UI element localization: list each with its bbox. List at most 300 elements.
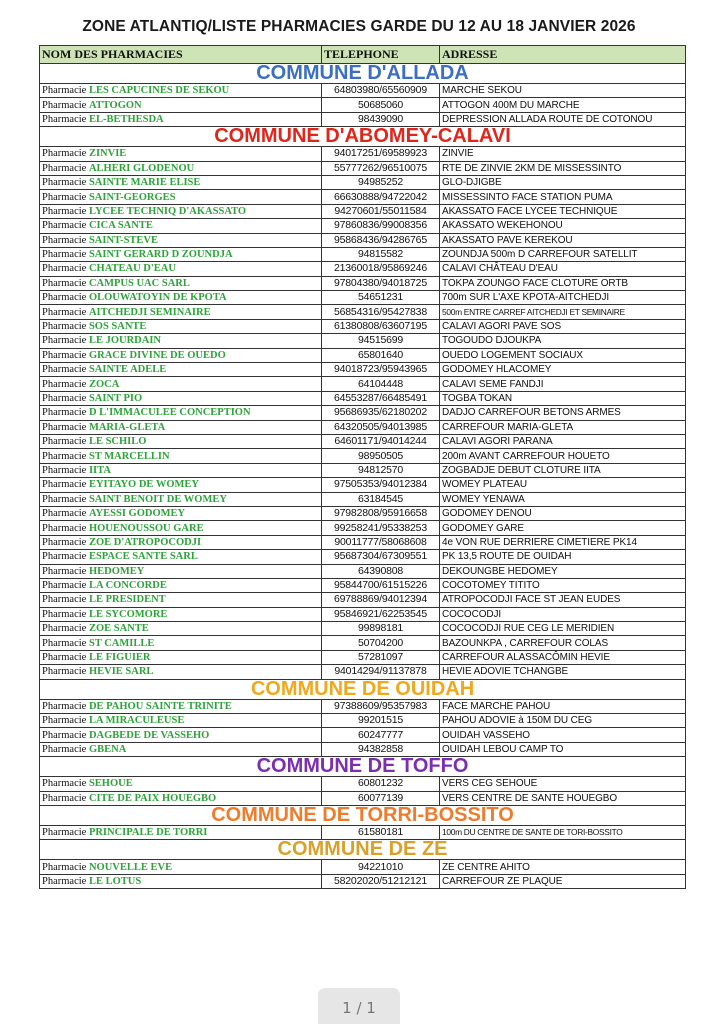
table-row — [40, 319, 686, 333]
commune-title: COMMUNE D'ABOMEY-CALAVI — [40, 127, 686, 147]
pharmacy-address: 200m AVANT CARREFOUR HOUETO — [440, 449, 686, 463]
pharmacy-address: HEVIE ADOVIE TCHANGBE — [440, 665, 686, 679]
pharmacy-name-cell — [40, 161, 322, 175]
pharmacy-address: CALAVI AGORI PARANA — [440, 434, 686, 448]
pharmacy-address: OUIDAH LEBOU CAMP TO — [440, 742, 686, 756]
table-row — [40, 84, 686, 98]
pharmacy-telephone: 94985252 — [322, 175, 440, 189]
pharmacy-telephone: 66630888/94722042 — [322, 190, 440, 204]
pharmacy-address: CARREFOUR MARIA-GLETA — [440, 420, 686, 434]
pharmacy-name-cell — [40, 449, 322, 463]
pharmacy-name: ZOCA — [88, 378, 120, 390]
pharmacy-table — [39, 45, 686, 889]
pharmacy-name-cell — [40, 319, 322, 333]
pharmacy-name: GBENA — [88, 743, 127, 755]
pharmacy-name: EYITAYO DE WOMEY — [88, 479, 200, 491]
pharmacy-telephone: 98950505 — [322, 449, 440, 463]
pharmacy-address: FACE MARCHE PAHOU — [440, 699, 686, 713]
column-header-name: NOM DES PHARMACIES — [40, 46, 322, 64]
pharmacy-name-cell — [40, 825, 322, 839]
pharmacy-prefix: Pharmacie — [42, 608, 87, 620]
pharmacy-prefix: Pharmacie — [42, 249, 87, 261]
pharmacy-name: SAINT-GEORGES — [88, 191, 176, 203]
pharmacy-name-cell — [40, 348, 322, 362]
pharmacy-name-cell — [40, 112, 322, 126]
pharmacy-address: ATROPOCODJI FACE ST JEAN EUDES — [440, 593, 686, 607]
pharmacy-prefix: Pharmacie — [42, 436, 87, 448]
pharmacy-address: VERS CEG SEHOUE — [440, 777, 686, 791]
pharmacy-address: RTE DE ZINVIE 2KM DE MISSESSINTO — [440, 161, 686, 175]
pharmacy-prefix: Pharmacie — [42, 743, 87, 755]
pharmacy-address: ZINVIE — [440, 147, 686, 161]
pharmacy-name-cell — [40, 276, 322, 290]
table-row — [40, 492, 686, 506]
pharmacy-name: LA MIRACULEUSE — [88, 715, 185, 727]
table-row — [40, 98, 686, 112]
pharmacy-name-cell — [40, 478, 322, 492]
pharmacy-telephone: 56854316/95427838 — [322, 305, 440, 319]
pharmacy-name: SAINTE ADELE — [88, 364, 167, 376]
table-row — [40, 728, 686, 742]
pharmacy-prefix: Pharmacie — [42, 565, 87, 577]
pharmacy-address: VERS CENTRE DE SANTE HOUEGBO — [440, 791, 686, 805]
table-row — [40, 791, 686, 805]
pharmacy-telephone: 69788869/94012394 — [322, 593, 440, 607]
pharmacy-name: ALHERI GLODENOU — [88, 162, 195, 174]
pharmacy-prefix: Pharmacie — [42, 407, 87, 419]
table-row — [40, 147, 686, 161]
pharmacy-name-cell — [40, 262, 322, 276]
pharmacy-telephone: 50685060 — [322, 98, 440, 112]
pharmacy-prefix: Pharmacie — [42, 536, 87, 548]
pharmacy-name-cell — [40, 204, 322, 218]
table-row — [40, 742, 686, 756]
table-row — [40, 348, 686, 362]
commune-header-row — [40, 840, 686, 860]
pharmacy-address: DEPRESSION ALLADA ROUTE DE COTONOU — [440, 112, 686, 126]
pharmacy-prefix: Pharmacie — [42, 349, 87, 361]
pharmacy-name-cell — [40, 175, 322, 189]
pharmacy-telephone: 95686935/62180202 — [322, 406, 440, 420]
pharmacy-address: MARCHE SEKOU — [440, 84, 686, 98]
pharmacy-name-cell — [40, 874, 322, 888]
pharmacy-name: CITE DE PAIX HOUEGBO — [88, 792, 217, 804]
pharmacy-name-cell — [40, 622, 322, 636]
commune-header-row — [40, 679, 686, 699]
pharmacy-prefix: Pharmacie — [42, 148, 87, 160]
pharmacy-prefix: Pharmacie — [42, 162, 87, 174]
pharmacy-address: WOMEY PLATEAU — [440, 478, 686, 492]
pharmacy-name: AITCHEDJI SEMINAIRE — [88, 306, 211, 318]
pharmacy-name-cell — [40, 714, 322, 728]
pharmacy-address: AKASSATO FACE LYCEE TECHNIQUE — [440, 204, 686, 218]
table-row — [40, 665, 686, 679]
pharmacy-address: WOMEY YENAWA — [440, 492, 686, 506]
pharmacy-name: SAINT-STEVE — [88, 234, 158, 246]
pharmacy-prefix: Pharmacie — [42, 637, 87, 649]
pharmacy-telephone: 95868436/94286765 — [322, 233, 440, 247]
table-row — [40, 874, 686, 888]
pharmacy-name-cell — [40, 742, 322, 756]
pharmacy-name-cell — [40, 247, 322, 261]
commune-title: COMMUNE DE OUIDAH — [40, 679, 686, 699]
table-row — [40, 391, 686, 405]
table-row — [40, 276, 686, 290]
pharmacy-address: CALAVI AGORI PAVE SOS — [440, 319, 686, 333]
pharmacy-address: TOGOUDO DJOUKPA — [440, 334, 686, 348]
pharmacy-telephone: 94382858 — [322, 742, 440, 756]
pharmacy-telephone: 99898181 — [322, 622, 440, 636]
pharmacy-name-cell — [40, 98, 322, 112]
pharmacy-address: GODOMEY GARE — [440, 521, 686, 535]
table-row — [40, 825, 686, 839]
pharmacy-address: 4e VON RUE DERRIERE CIMETIERE PK14 — [440, 535, 686, 549]
pharmacy-name: LE FIGUIER — [88, 652, 151, 664]
table-row — [40, 112, 686, 126]
table-row — [40, 478, 686, 492]
table-row — [40, 233, 686, 247]
pharmacy-name-cell — [40, 84, 322, 98]
page-indicator[interactable]: 1 / 1 — [318, 988, 400, 1024]
pharmacy-name: HEDOMEY — [88, 565, 145, 577]
pharmacy-prefix: Pharmacie — [42, 191, 87, 203]
pharmacy-name-cell — [40, 219, 322, 233]
pharmacy-name-cell — [40, 334, 322, 348]
pharmacy-prefix: Pharmacie — [42, 715, 87, 727]
pharmacy-address: MISSESSINTO FACE STATION PUMA — [440, 190, 686, 204]
pharmacy-address: BAZOUNKPA , CARREFOUR COLAS — [440, 636, 686, 650]
pharmacy-address: TOGBA TOKAN — [440, 391, 686, 405]
pharmacy-prefix: Pharmacie — [42, 263, 87, 275]
pharmacy-address: ZE CENTRE AHITO — [440, 860, 686, 874]
table-row — [40, 650, 686, 664]
pharmacy-prefix: Pharmacie — [42, 861, 87, 873]
commune-header-row — [40, 805, 686, 825]
pharmacy-address: GODOMEY HLACOMEY — [440, 363, 686, 377]
table-row — [40, 550, 686, 564]
pharmacy-address: ZOUNDJA 500m D CARREFOUR SATELLIT — [440, 247, 686, 261]
pharmacy-telephone: 60247777 — [322, 728, 440, 742]
pharmacy-address: AKASSATO PAVE KEREKOU — [440, 233, 686, 247]
table-row — [40, 636, 686, 650]
pharmacy-telephone: 97860836/99008356 — [322, 219, 440, 233]
table-row — [40, 564, 686, 578]
pharmacy-telephone: 63184545 — [322, 492, 440, 506]
pharmacy-address: COCOCODJI RUE CEG LE MERIDIEN — [440, 622, 686, 636]
table-row — [40, 521, 686, 535]
pharmacy-name: HOUENOUSSOU GARE — [88, 522, 204, 534]
pharmacy-address: CALAVI CHÂTEAU D'EAU — [440, 262, 686, 276]
pharmacy-prefix: Pharmacie — [42, 827, 87, 839]
pharmacy-name: CAMPUS UAC SARL — [88, 277, 190, 289]
pharmacy-telephone: 94515699 — [322, 334, 440, 348]
table-row — [40, 434, 686, 448]
pharmacy-name: LE SYCOMORE — [88, 608, 168, 620]
pharmacy-name: SAINT PIO — [88, 393, 143, 404]
pharmacy-prefix: Pharmacie — [42, 321, 87, 333]
pharmacy-address: DADJO CARREFOUR BETONS ARMES — [440, 406, 686, 420]
pharmacy-prefix: Pharmacie — [42, 508, 87, 520]
pharmacy-address: OUEDO LOGEMENT SOCIAUX — [440, 348, 686, 362]
pharmacy-address: 700m SUR L'AXE KPOTA-AITCHEDJI — [440, 291, 686, 305]
pharmacy-prefix: Pharmacie — [42, 277, 87, 289]
pharmacy-address: GLO-DJIGBE — [440, 175, 686, 189]
table-row — [40, 449, 686, 463]
pharmacy-address: CALAVI SEME FANDJI — [440, 377, 686, 391]
pharmacy-prefix: Pharmacie — [42, 666, 87, 678]
table-row — [40, 377, 686, 391]
pharmacy-name: EL-BETHESDA — [88, 113, 164, 125]
pharmacy-name: D L'IMMACULEE CONCEPTION — [88, 407, 251, 419]
pharmacy-name-cell — [40, 650, 322, 664]
pharmacy-prefix: Pharmacie — [42, 551, 87, 563]
pharmacy-telephone: 50704200 — [322, 636, 440, 650]
pharmacy-address: AKASSATO WEKEHONOU — [440, 219, 686, 233]
pharmacy-address: COCOCODJI — [440, 607, 686, 621]
commune-header-row — [40, 127, 686, 147]
pharmacy-telephone: 94815582 — [322, 247, 440, 261]
pharmacy-telephone: 97505353/94012384 — [322, 478, 440, 492]
table-row — [40, 777, 686, 791]
table-row — [40, 305, 686, 319]
pharmacy-prefix: Pharmacie — [42, 234, 87, 246]
pharmacy-telephone: 95846921/62253545 — [322, 607, 440, 621]
pharmacy-name-cell — [40, 506, 322, 520]
pharmacy-prefix: Pharmacie — [42, 378, 87, 390]
pharmacy-prefix: Pharmacie — [42, 522, 87, 534]
pharmacy-name-cell — [40, 535, 322, 549]
pharmacy-prefix: Pharmacie — [42, 652, 87, 664]
pharmacy-address: TOKPA ZOUNGO FACE CLOTURE ORTB — [440, 276, 686, 290]
table-row — [40, 607, 686, 621]
pharmacy-name: OLOUWATOYIN DE KPOTA — [88, 292, 227, 304]
pharmacy-telephone: 94270601/55011584 — [322, 204, 440, 218]
pharmacy-telephone: 64320505/94013985 — [322, 420, 440, 434]
pharmacy-telephone: 58202020/51212121 — [322, 874, 440, 888]
pharmacy-name-cell — [40, 665, 322, 679]
pharmacy-address: COCOTOMEY TITITO — [440, 578, 686, 592]
pharmacy-name: AYESSI GODOMEY — [88, 508, 186, 520]
pharmacy-name-cell — [40, 463, 322, 477]
pharmacy-name-cell — [40, 550, 322, 564]
pharmacy-prefix: Pharmacie — [42, 421, 87, 433]
pharmacy-name: LA CONCORDE — [88, 580, 167, 592]
table-row — [40, 463, 686, 477]
pharmacy-prefix: Pharmacie — [42, 306, 87, 318]
pharmacy-name-cell — [40, 391, 322, 405]
pharmacy-name: SAINT BENOIT DE WOMEY — [88, 493, 227, 505]
table-row — [40, 622, 686, 636]
column-header-telephone: TELEPHONE — [322, 46, 440, 64]
pharmacy-prefix: Pharmacie — [42, 85, 87, 97]
pharmacy-name: ST CAMILLE — [88, 637, 155, 649]
pharmacy-telephone: 94221010 — [322, 860, 440, 874]
pharmacy-telephone: 90011777/58068608 — [322, 535, 440, 549]
table-row — [40, 291, 686, 305]
pharmacy-telephone: 98439090 — [322, 112, 440, 126]
column-header-address: ADRESSE — [440, 46, 686, 64]
table-row — [40, 699, 686, 713]
pharmacy-telephone: 64390808 — [322, 564, 440, 578]
table-row — [40, 506, 686, 520]
table-row — [40, 247, 686, 261]
pharmacy-address: PAHOU ADOVIE à 150M DU CEG — [440, 714, 686, 728]
pharmacy-name: ATTOGON — [88, 99, 142, 111]
pharmacy-telephone: 61580181 — [322, 825, 440, 839]
pharmacy-name-cell — [40, 607, 322, 621]
pharmacy-name-cell — [40, 777, 322, 791]
pharmacy-name: GRACE DIVINE DE OUEDO — [88, 349, 226, 361]
pharmacy-name-cell — [40, 406, 322, 420]
pharmacy-name-cell — [40, 699, 322, 713]
pharmacy-prefix: Pharmacie — [42, 99, 87, 111]
pharmacy-prefix: Pharmacie — [42, 778, 87, 790]
pharmacy-telephone: 94812570 — [322, 463, 440, 477]
pharmacy-telephone: 60077139 — [322, 791, 440, 805]
document-title: ZONE ATLANTIQ/LISTE PHARMACIES GARDE DU 12 AU 18 JANVIER 2026 — [82, 18, 636, 35]
pharmacy-prefix: Pharmacie — [42, 700, 87, 712]
pharmacy-telephone: 64553287/66485491 — [322, 391, 440, 405]
pharmacy-name-cell — [40, 728, 322, 742]
pharmacy-name: DAGBEDE DE VASSEHO — [88, 729, 210, 741]
table-row — [40, 406, 686, 420]
pharmacy-prefix: Pharmacie — [42, 393, 87, 404]
pharmacy-address: CARREFOUR ALASSACÔMIN HEVIE — [440, 650, 686, 664]
pharmacy-telephone: 97804380/94018725 — [322, 276, 440, 290]
pharmacy-name-cell — [40, 578, 322, 592]
pharmacy-address: 100m DU CENTRE DE SANTE DE TORI-BOSSITO — [440, 825, 686, 839]
table-row — [40, 204, 686, 218]
pharmacy-name-cell — [40, 363, 322, 377]
pharmacy-prefix: Pharmacie — [42, 623, 87, 635]
pharmacy-name: PRINCIPALE DE TORRI — [88, 827, 208, 839]
pharmacy-telephone: 94014294/91137878 — [322, 665, 440, 679]
commune-title: COMMUNE DE TOFFO — [40, 757, 686, 777]
table-row — [40, 593, 686, 607]
table-row — [40, 219, 686, 233]
pharmacy-prefix: Pharmacie — [42, 364, 87, 376]
table-row — [40, 363, 686, 377]
pharmacy-name: SOS SANTE — [88, 321, 147, 333]
pharmacy-name: ST MARCELLIN — [88, 450, 170, 462]
pharmacy-name-cell — [40, 147, 322, 161]
pharmacy-name-cell — [40, 377, 322, 391]
pharmacy-address: 500m ENTRE CARREF AITCHEDJI ET SEMINAIRE — [440, 305, 686, 319]
pharmacy-address: DEKOUNGBE HEDOMEY — [440, 564, 686, 578]
commune-title: COMMUNE D'ALLADA — [40, 64, 686, 84]
table-row — [40, 175, 686, 189]
pharmacy-telephone: 94018723/95943965 — [322, 363, 440, 377]
pharmacy-name: CICA SANTE — [88, 220, 153, 232]
pharmacy-prefix: Pharmacie — [42, 792, 87, 804]
pharmacy-telephone: 57281097 — [322, 650, 440, 664]
table-row — [40, 420, 686, 434]
pharmacy-prefix: Pharmacie — [42, 335, 87, 347]
pharmacy-telephone: 61380808/63607195 — [322, 319, 440, 333]
pharmacy-prefix: Pharmacie — [42, 220, 87, 232]
pharmacy-name: LE PRESIDENT — [88, 594, 166, 606]
pharmacy-name: LE SCHILO — [88, 436, 147, 448]
pharmacy-name: SEHOUE — [88, 778, 133, 790]
pharmacy-address: CARREFOUR ZE PLAQUE — [440, 874, 686, 888]
pharmacy-name: LE JOURDAIN — [88, 335, 161, 347]
pharmacy-address: ZOGBADJE DEBUT CLOTURE IITA — [440, 463, 686, 477]
table-row — [40, 714, 686, 728]
pharmacy-telephone: 99201515 — [322, 714, 440, 728]
pharmacy-prefix: Pharmacie — [42, 177, 87, 189]
pharmacy-name: CHATEAU D'EAU — [88, 263, 176, 275]
pharmacy-name-cell — [40, 420, 322, 434]
pharmacy-table-body — [40, 46, 686, 889]
table-row — [40, 161, 686, 175]
pharmacy-name: NOUVELLE EVE — [88, 861, 173, 873]
commune-title: COMMUNE DE ZE — [40, 840, 686, 860]
pharmacy-prefix: Pharmacie — [42, 493, 87, 505]
pharmacy-telephone: 95687304/67309551 — [322, 550, 440, 564]
pharmacy-name: IITA — [88, 464, 111, 476]
pharmacy-prefix: Pharmacie — [42, 205, 87, 217]
pharmacy-telephone: 99258241/95338253 — [322, 521, 440, 535]
pharmacy-name-cell — [40, 636, 322, 650]
pharmacy-telephone: 97982808/95916658 — [322, 506, 440, 520]
pharmacy-name: ESPACE SANTE SARL — [88, 551, 198, 563]
pharmacy-prefix: Pharmacie — [42, 729, 87, 741]
pharmacy-telephone: 95844700/61515226 — [322, 578, 440, 592]
pharmacy-telephone: 60801232 — [322, 777, 440, 791]
pharmacy-name: MARIA-GLETA — [88, 421, 166, 433]
pharmacy-address: GODOMEY DENOU — [440, 506, 686, 520]
commune-header-row — [40, 64, 686, 84]
pharmacy-name-cell — [40, 593, 322, 607]
pharmacy-telephone: 97388609/95357983 — [322, 699, 440, 713]
pharmacy-prefix: Pharmacie — [42, 580, 87, 592]
pharmacy-name-cell — [40, 492, 322, 506]
pharmacy-name: ZOE SANTE — [88, 623, 149, 635]
pharmacy-name: LE LOTUS — [88, 875, 142, 887]
pharmacy-address: PK 13,5 ROUTE DE OUIDAH — [440, 550, 686, 564]
pharmacy-prefix: Pharmacie — [42, 113, 87, 125]
pharmacy-name-cell — [40, 521, 322, 535]
pharmacy-telephone: 64803980/65560909 — [322, 84, 440, 98]
table-row — [40, 578, 686, 592]
pharmacy-prefix: Pharmacie — [42, 594, 87, 606]
pharmacy-telephone: 65801640 — [322, 348, 440, 362]
pharmacy-name-cell — [40, 291, 322, 305]
pharmacy-name-cell — [40, 190, 322, 204]
pharmacy-name-cell — [40, 233, 322, 247]
commune-title: COMMUNE DE TORRI-BOSSITO — [40, 805, 686, 825]
pharmacy-telephone: 94017251/69589923 — [322, 147, 440, 161]
pharmacy-name-cell — [40, 305, 322, 319]
pharmacy-name: ZINVIE — [88, 148, 127, 160]
pharmacy-telephone: 64601171/94014244 — [322, 434, 440, 448]
table-row — [40, 334, 686, 348]
pharmacy-name-cell — [40, 564, 322, 578]
pharmacy-telephone: 55777262/96510075 — [322, 161, 440, 175]
pharmacy-telephone: 54651231 — [322, 291, 440, 305]
table-row — [40, 190, 686, 204]
pharmacy-name-cell — [40, 791, 322, 805]
table-row — [40, 535, 686, 549]
pharmacy-telephone: 64104448 — [322, 377, 440, 391]
pharmacy-address: ATTOGON 400M DU MARCHE — [440, 98, 686, 112]
table-header-row — [40, 46, 686, 64]
pharmacy-name-cell — [40, 860, 322, 874]
table-row — [40, 860, 686, 874]
pharmacy-address: OUIDAH VASSEHO — [440, 728, 686, 742]
pharmacy-prefix: Pharmacie — [42, 292, 87, 304]
pharmacy-name: SAINT GERARD D ZOUNDJA — [88, 249, 233, 261]
